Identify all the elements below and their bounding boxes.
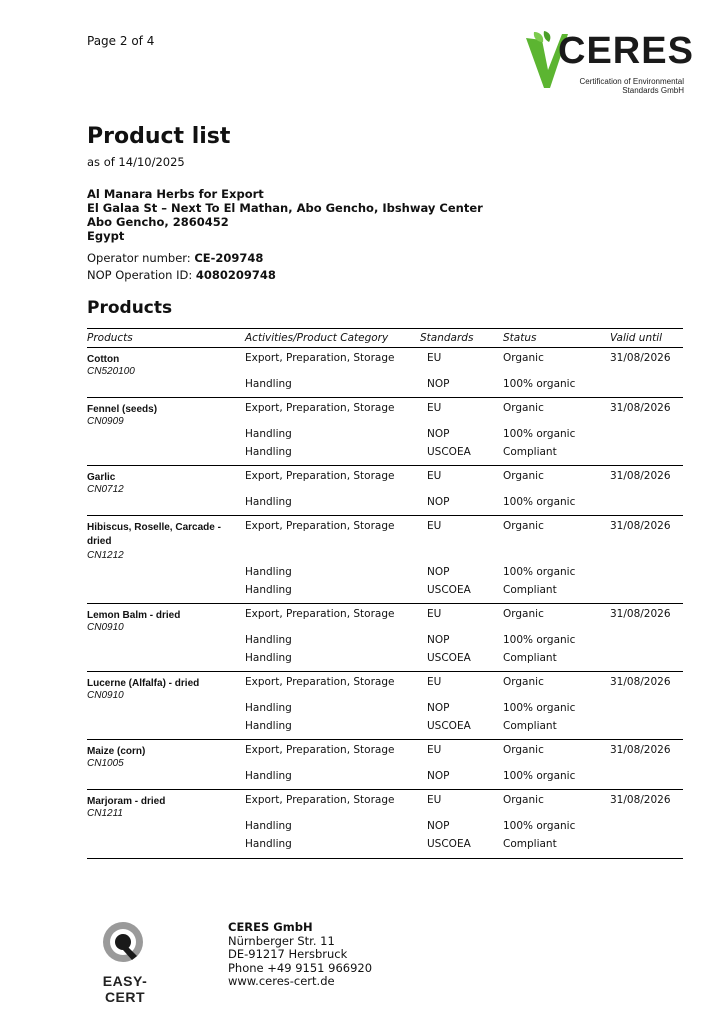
cell-standard: NOP — [427, 770, 450, 782]
cell-status: 100% organic — [503, 378, 576, 390]
cell-valid: 31/08/2026 — [610, 402, 671, 414]
cell-activity: Export, Preparation, Storage — [245, 744, 395, 756]
cell-status: 100% organic — [503, 496, 576, 508]
product-code: CN1211 — [87, 808, 123, 819]
cell-activity: Handling — [245, 652, 292, 664]
cell-standard: EU — [427, 744, 442, 756]
cell-standard: USCOEA — [427, 652, 471, 664]
cell-status: Organic — [503, 520, 544, 532]
product-group — [87, 789, 683, 859]
cell-standard: USCOEA — [427, 838, 471, 850]
cell-standard: NOP — [427, 378, 450, 390]
cell-activity: Export, Preparation, Storage — [245, 520, 395, 532]
product-group — [87, 603, 683, 672]
header-products: Products — [87, 332, 133, 344]
cell-activity: Handling — [245, 702, 292, 714]
product-name: Hibiscus, Roselle, Carcade - dried — [87, 522, 221, 547]
cell-standard: EU — [427, 676, 442, 688]
nop-id-line — [87, 268, 276, 282]
cell-status: 100% organic — [503, 702, 576, 714]
cell-standard: EU — [427, 608, 442, 620]
magnifier-q-icon — [85, 918, 165, 974]
cell-status: Organic — [503, 608, 544, 620]
ceres-tagline-line-2: Standards GmbH — [622, 86, 684, 95]
cell-valid: 31/08/2026 — [610, 676, 671, 688]
product-group — [87, 347, 683, 398]
cell-standard: EU — [427, 352, 442, 364]
product-group — [87, 397, 683, 466]
product-name: Cotton — [87, 354, 120, 365]
cell-activity: Handling — [245, 584, 292, 596]
cell-activity: Export, Preparation, Storage — [245, 402, 395, 414]
nop-id-value: 4080209748 — [195, 268, 276, 282]
cell-activity: Export, Preparation, Storage — [245, 676, 395, 688]
product-name: Fennel (seeds) — [87, 404, 158, 415]
as-of-date: as of 14/10/2025 — [87, 155, 185, 169]
cell-status: Organic — [503, 744, 544, 756]
product-code: CN1005 — [87, 758, 124, 769]
cell-status: 100% organic — [503, 634, 576, 646]
cell-activity: Handling — [245, 838, 292, 850]
operator-number-label: Operator number: — [87, 251, 191, 265]
easy-cert-logo — [85, 918, 165, 1005]
ceres-tagline-line-1: Certification of Environmental — [579, 77, 684, 86]
product-group — [87, 671, 683, 740]
cell-status: Organic — [503, 676, 544, 688]
cell-standard: EU — [427, 470, 442, 482]
cell-standard: NOP — [427, 702, 450, 714]
cell-status: Organic — [503, 470, 544, 482]
cell-status: Compliant — [503, 720, 557, 732]
product-name: Lemon Balm - dried — [87, 610, 181, 621]
footer-city: DE-91217 Hersbruck — [228, 947, 348, 962]
header-status: Status — [503, 332, 537, 344]
cell-activity: Handling — [245, 634, 292, 646]
footer-address — [228, 921, 372, 989]
product-name: Marjoram - dried — [87, 796, 166, 807]
cell-status: Compliant — [503, 584, 557, 596]
ceres-logo — [524, 30, 694, 102]
cell-status: Compliant — [503, 838, 557, 850]
product-name: Lucerne (Alfalfa) - dried — [87, 678, 200, 689]
cell-standard: NOP — [427, 634, 450, 646]
cell-standard: NOP — [427, 496, 450, 508]
operator-address — [87, 187, 483, 243]
cell-standard: EU — [427, 794, 442, 806]
product-group — [87, 465, 683, 516]
cell-activity: Handling — [245, 446, 292, 458]
cell-standard: USCOEA — [427, 446, 471, 458]
cell-activity: Export, Preparation, Storage — [245, 794, 395, 806]
cell-status: Organic — [503, 402, 544, 414]
cell-activity: Handling — [245, 428, 292, 440]
cell-activity: Handling — [245, 566, 292, 578]
cell-standard: EU — [427, 520, 442, 532]
cell-valid: 31/08/2026 — [610, 744, 671, 756]
operator-city: Abo Gencho, 2860452 — [87, 215, 229, 229]
cell-status: 100% organic — [503, 566, 576, 578]
cell-standard: USCOEA — [427, 720, 471, 732]
cell-standard: NOP — [427, 566, 450, 578]
footer-web[interactable]: www.ceres-cert.de — [228, 974, 335, 989]
cell-status: 100% organic — [503, 820, 576, 832]
table-top-rule — [87, 328, 683, 329]
footer-street: Nürnberger Str. 11 — [228, 933, 335, 948]
cell-status: Compliant — [503, 652, 557, 664]
cell-activity: Export, Preparation, Storage — [245, 470, 395, 482]
cell-activity: Export, Preparation, Storage — [245, 608, 395, 620]
product-name: Garlic — [87, 472, 116, 483]
header-valid-until: Valid until — [610, 332, 663, 344]
cell-status: 100% organic — [503, 428, 576, 440]
cell-standard: EU — [427, 402, 442, 414]
cell-activity: Handling — [245, 378, 292, 390]
operator-number-line — [87, 251, 263, 265]
footer-company: CERES GmbH — [228, 920, 313, 934]
operator-country: Egypt — [87, 229, 125, 243]
header-activities: Activities/Product Category — [245, 332, 389, 344]
product-code: CN0910 — [87, 690, 124, 701]
cell-valid: 31/08/2026 — [610, 352, 671, 364]
cell-activity: Handling — [245, 820, 292, 832]
cell-valid: 31/08/2026 — [610, 470, 671, 482]
cell-standard: NOP — [427, 820, 450, 832]
header-standards: Standards — [420, 332, 474, 344]
section-title: Products — [87, 298, 173, 318]
product-code: CN520100 — [87, 366, 135, 377]
cell-status: Compliant — [503, 446, 557, 458]
product-code: CN0909 — [87, 416, 124, 427]
cell-activity: Handling — [245, 720, 292, 732]
cell-activity: Export, Preparation, Storage — [245, 352, 395, 364]
cell-status: 100% organic — [503, 770, 576, 782]
operator-street: El Galaa St – Next To El Mathan, Abo Gencho, Ibshway Center — [87, 201, 483, 215]
cell-activity: Handling — [245, 770, 292, 782]
operator-number-value: CE-209748 — [194, 251, 264, 265]
nop-id-label: NOP Operation ID: — [87, 268, 193, 282]
cell-status: Organic — [503, 794, 544, 806]
easy-cert-wordmark: EASY-CERT — [102, 973, 148, 1005]
cell-activity: Handling — [245, 496, 292, 508]
cell-standard: USCOEA — [427, 584, 471, 596]
product-group — [87, 739, 683, 790]
cell-standard: NOP — [427, 428, 450, 440]
product-code: CN0712 — [87, 484, 124, 495]
product-code: CN1212 — [87, 550, 124, 561]
ceres-tagline — [561, 77, 684, 95]
cell-valid: 31/08/2026 — [610, 520, 671, 532]
operator-name: Al Manara Herbs for Export — [87, 187, 264, 201]
cell-valid: 31/08/2026 — [610, 608, 671, 620]
cell-valid: 31/08/2026 — [610, 794, 671, 806]
footer-phone: Phone +49 9151 966920 — [228, 960, 373, 975]
document-title: Product list — [87, 124, 231, 149]
product-name: Maize (corn) — [87, 746, 146, 757]
ceres-wordmark: CERES — [558, 30, 694, 72]
product-group — [87, 515, 683, 604]
page-number: Page 2 of 4 — [87, 34, 155, 48]
product-code: CN0910 — [87, 622, 124, 633]
cell-status: Organic — [503, 352, 544, 364]
